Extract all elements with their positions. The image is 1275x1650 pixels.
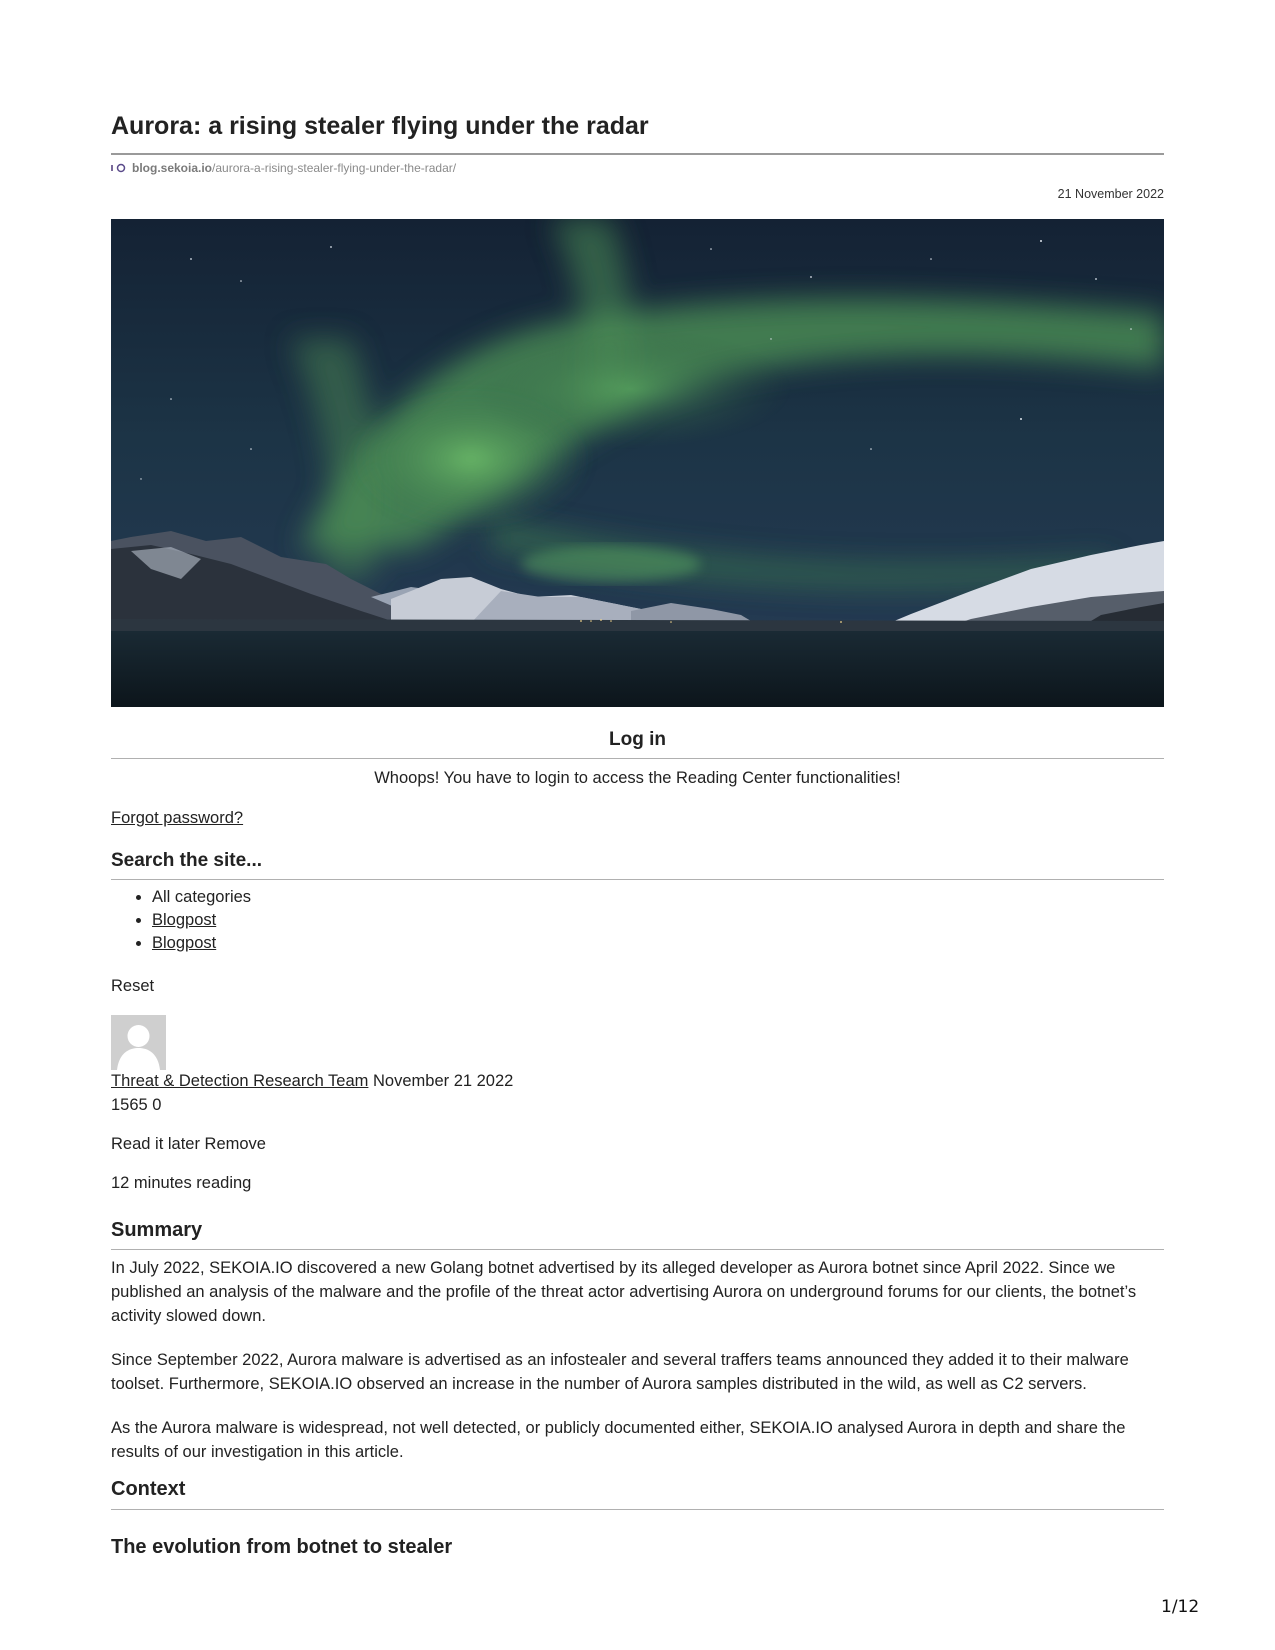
login-heading: Log in xyxy=(609,729,666,750)
author-line xyxy=(111,1069,513,1093)
source-url[interactable] xyxy=(111,161,456,175)
reading-time: 12 minutes reading xyxy=(111,1174,252,1192)
page-number: 1/12 xyxy=(1161,1597,1200,1617)
user-avatar-icon xyxy=(111,1015,166,1070)
title-divider xyxy=(111,153,1164,155)
article-date: 21 November 2022 xyxy=(1057,187,1164,201)
post-date: November 21 2022 xyxy=(373,1072,514,1090)
search-heading: Search the site... xyxy=(111,850,263,871)
summary-divider xyxy=(111,1249,1164,1250)
context-heading: Context xyxy=(111,1478,186,1500)
url-host: blog.sekoia.io xyxy=(132,161,213,175)
read-later-button[interactable]: Read it later Remove xyxy=(111,1135,266,1153)
summary-paragraph: In July 2022, SEKOIA.IO discovered a new Golang botnet advertised by its alleged developer as Aurora botnet since April 2022. Since we published an analysis of the malware and the profile of the threat actor advertising Aurora on underground forums for our clients, the botnet’s activity slowed down. xyxy=(111,1259,1137,1325)
category-blogpost[interactable] xyxy=(152,909,251,932)
category-list xyxy=(111,886,251,955)
site-favicon-icon xyxy=(111,163,127,173)
aurora-hero-image xyxy=(111,219,1164,707)
category-all[interactable]: • All categories xyxy=(152,886,251,909)
login-message: Whoops! You have to login to access the Reading Center functionalities! xyxy=(374,769,901,787)
author-link[interactable]: Threat & Detection Research Team xyxy=(111,1072,369,1090)
url-path: /aurora-a-rising-stealer-flying-under-the-radar/ xyxy=(212,161,457,175)
summary-paragraph: As the Aurora malware is widespread, not well detected, or publicly documented either, SEKOIA.IO analysed Aurora in depth and share the results of our investigation in this article. xyxy=(111,1419,1126,1461)
views-comments: 1565 0 xyxy=(111,1096,162,1114)
context-divider xyxy=(111,1509,1164,1510)
login-divider xyxy=(111,758,1164,759)
search-divider xyxy=(111,879,1164,880)
section-subheading: The evolution from botnet to stealer xyxy=(111,1536,453,1558)
forgot-password-link[interactable]: Forgot password? xyxy=(111,809,244,827)
category-blogpost[interactable] xyxy=(152,932,251,955)
category-blogpost-link[interactable]: Blogpost xyxy=(152,934,217,952)
reset-button[interactable]: Reset xyxy=(111,977,155,995)
summary-heading: Summary xyxy=(111,1219,203,1241)
article-title: Aurora: a rising stealer flying under the radar xyxy=(111,112,649,140)
summary-paragraph: Since September 2022, Aurora malware is advertised as an infostealer and several traffers teams announced they added it to their malware toolset. Furthermore, SEKOIA.IO observed an increase in the number of Aurora samples distributed in the wild, as well as C2 servers. xyxy=(111,1351,1129,1393)
category-blogpost-link[interactable]: Blogpost xyxy=(152,911,217,929)
